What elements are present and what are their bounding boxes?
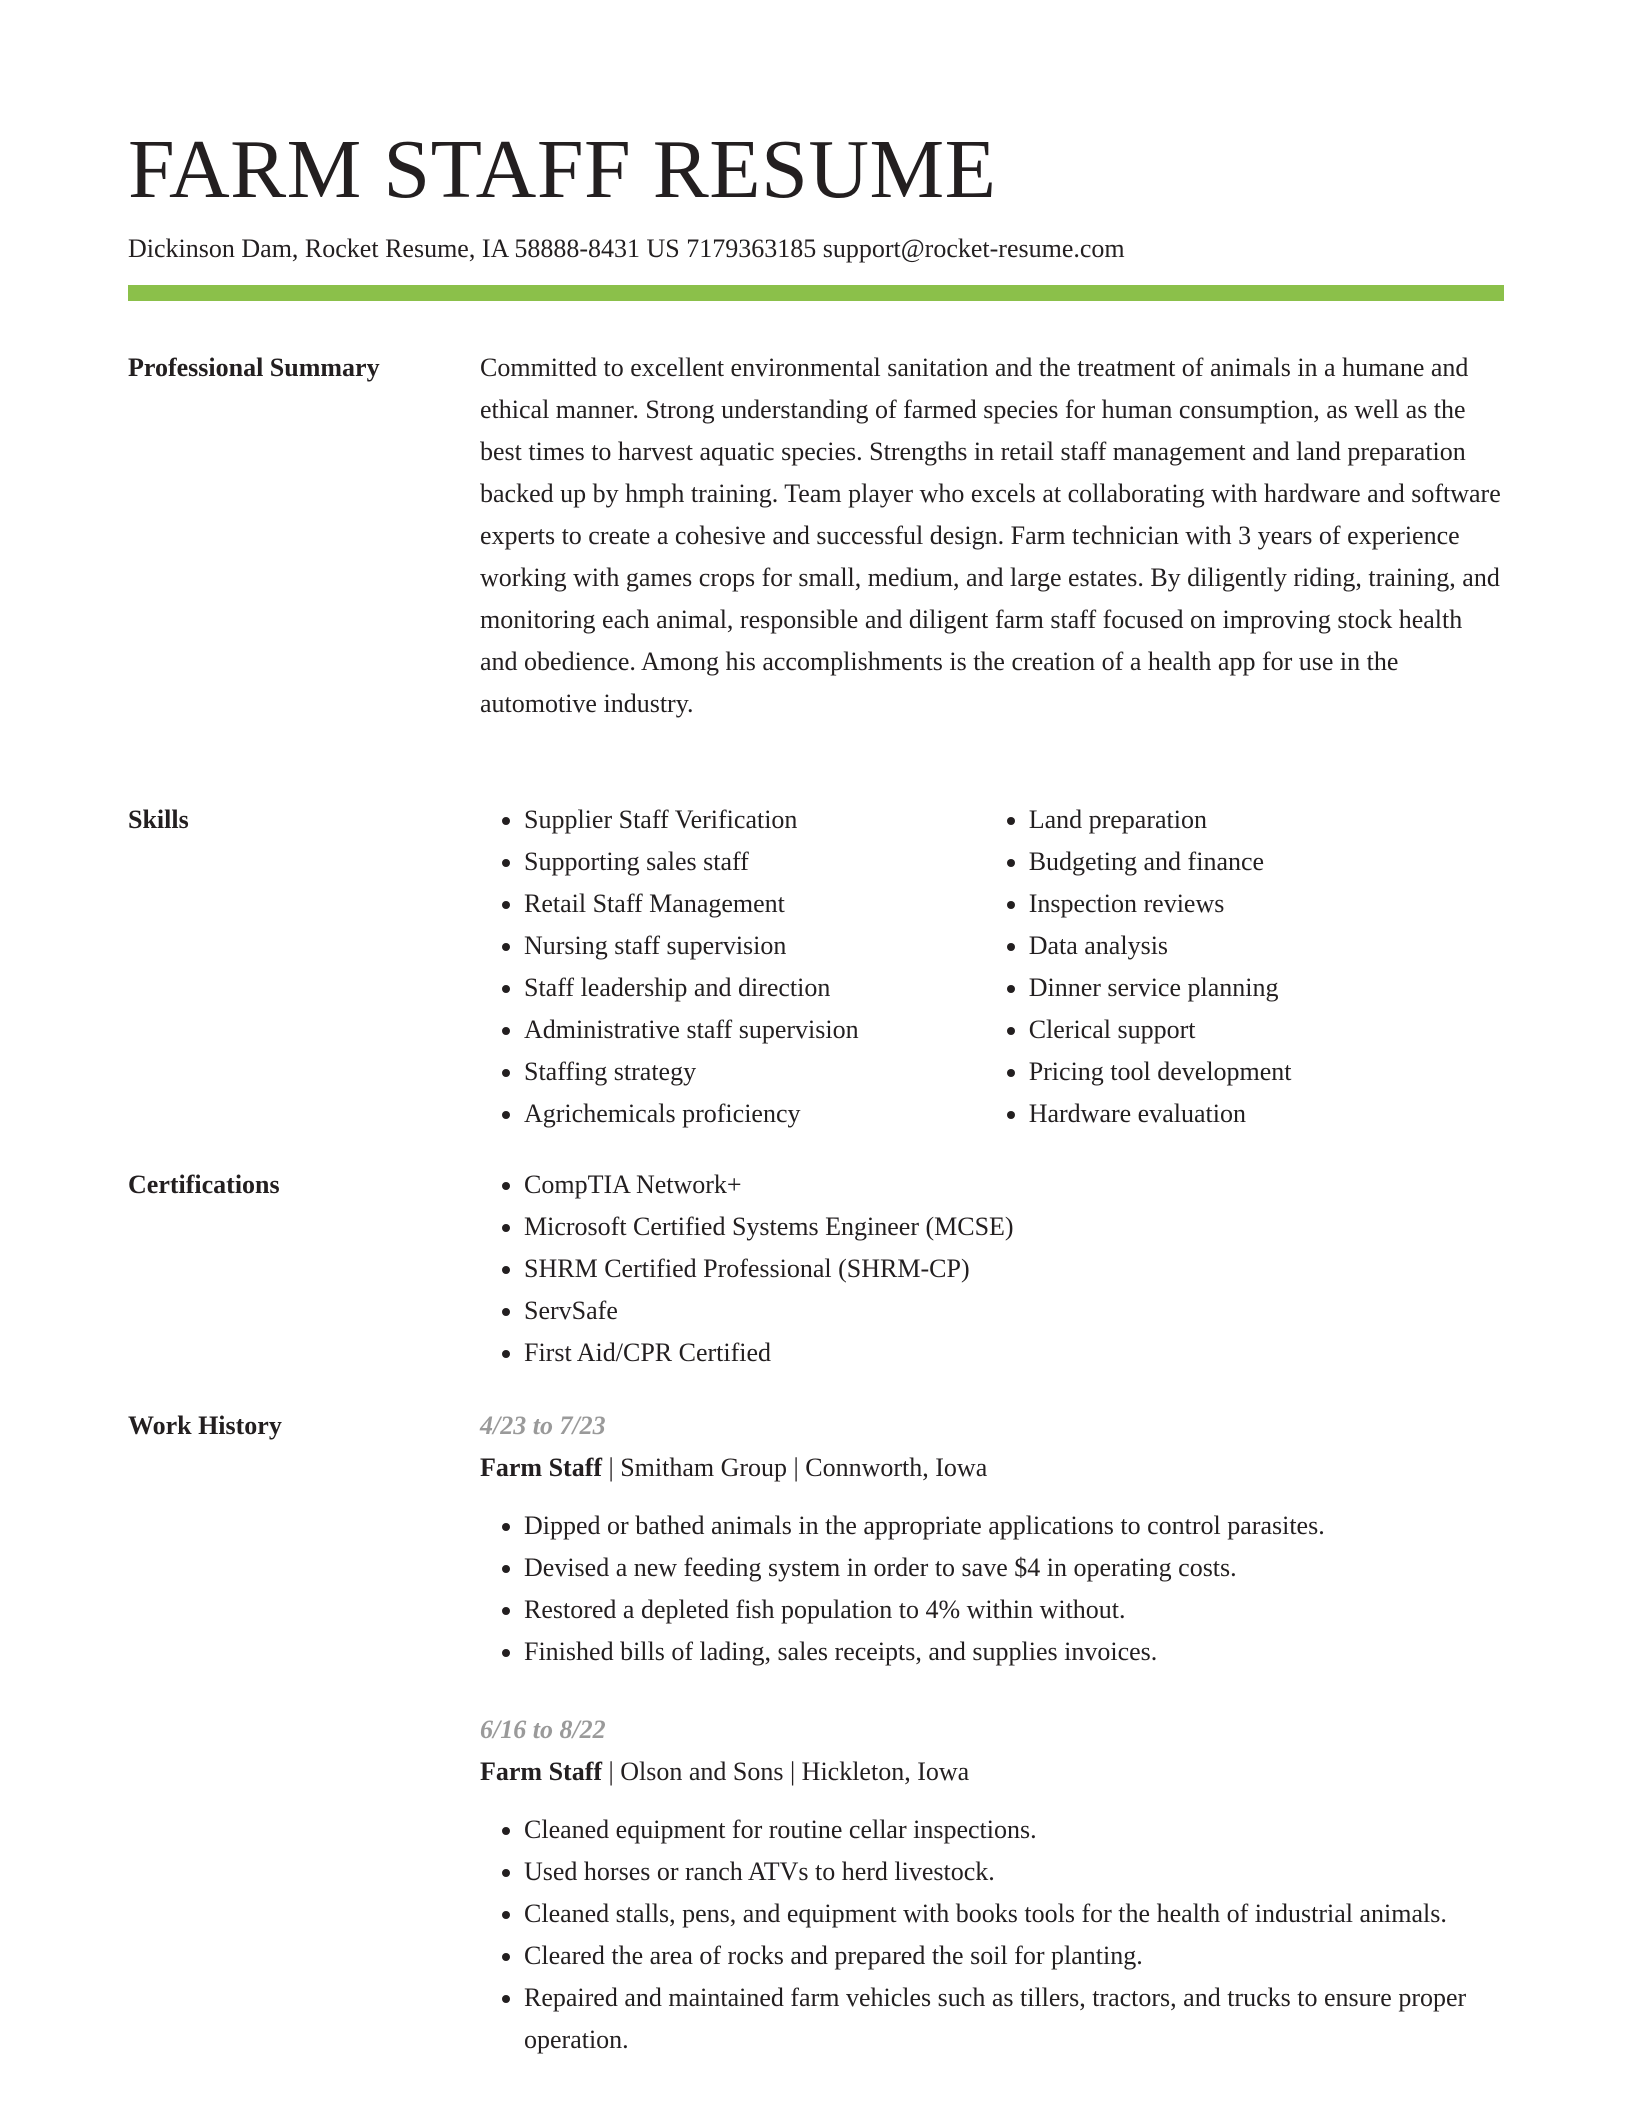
job-duty: • Cleaned stalls, pens, and equipment with books tools for the health of industrial animals. [524, 1893, 1504, 1935]
summary-section [128, 347, 1504, 767]
summary-body [480, 347, 1504, 725]
certification-item: • Microsoft Certified Systems Engineer (MCSE) [524, 1206, 1504, 1248]
skill-item: • Inspection reviews [1029, 883, 1504, 925]
job-dates: 6/16 to 8/22 [480, 1715, 606, 1744]
skill-item: • Staffing strategy [524, 1051, 985, 1093]
job-entry [480, 1405, 1504, 1673]
job-heading-line [480, 1447, 1504, 1489]
job-duty: • Dipped or bathed animals in the appropriate applications to control parasites. [524, 1505, 1504, 1547]
certifications-list [480, 1164, 1504, 1374]
skill-item: • Staff leadership and direction [524, 967, 985, 1009]
job-duty: • Repaired and maintained farm vehicles such as tillers, tractors, and trucks to ensure proper operation. [524, 1977, 1504, 2061]
skills-heading: Skills [128, 805, 189, 834]
skill-item: • Supporting sales staff [524, 841, 985, 883]
job-duty: • Cleared the area of rocks and prepared the soil for planting. [524, 1935, 1504, 1977]
skill-item: • Data analysis [1029, 925, 1504, 967]
skills-body [480, 799, 1504, 1135]
skill-item: • Retail Staff Management [524, 883, 985, 925]
skill-item: • Administrative staff supervision [524, 1009, 985, 1051]
skill-item: • Budgeting and finance [1029, 841, 1504, 883]
work-history-heading: Work History [128, 1411, 282, 1440]
job-duties-list [480, 1505, 1504, 1673]
certification-item: • ServSafe [524, 1290, 1504, 1332]
skills-columns [480, 799, 1504, 1135]
certification-item: • SHRM Certified Professional (SHRM-CP) [524, 1248, 1504, 1290]
job-duty: • Cleaned equipment for routine cellar inspections. [524, 1809, 1504, 1851]
summary-text: Committed to excellent environmental sanitation and the treatment of animals in a humane and ethical manner. Strong understanding of farmed species for human consumption, as well as the best times to harvest aquatic species. Strengths in retail staff management and land preparation backed up by hmph training. Team player who excels at collaborating with hardware and software experts to create a cohesive and successful design. Farm technician with 3 years of experience working with games crops for small, medium, and large estates. By diligently riding, training, and monitoring each animal, responsible and diligent farm staff focused on improving stock health and obedience. Among his accomplishments is the creation of a health app for use in the automotive industry. [480, 353, 1501, 718]
skill-item: • Hardware evaluation [1029, 1093, 1504, 1135]
resume-title: FARM STAFF RESUME [128, 123, 997, 216]
job-duties-list [480, 1809, 1504, 2061]
certifications-heading: Certifications [128, 1170, 280, 1199]
job-title: Farm Staff [480, 1757, 603, 1786]
job-details: | Olson and Sons | Hickleton, Iowa [602, 1757, 970, 1786]
skill-item: • Clerical support [1029, 1009, 1504, 1051]
skill-item: • Nursing staff supervision [524, 925, 985, 967]
work-history-body [480, 1405, 1504, 2097]
summary-heading: Professional Summary [128, 353, 380, 382]
job-duty: • Used horses or ranch ATVs to herd livestock. [524, 1851, 1504, 1893]
job-duty: • Finished bills of lading, sales receipts, and supplies invoices. [524, 1631, 1504, 1673]
contact-info: Dickinson Dam, Rocket Resume, IA 58888-8431 US 7179363185 support@rocket-resume.com [128, 234, 1125, 263]
certifications-section [128, 1164, 1504, 1384]
skill-item: • Agrichemicals proficiency [524, 1093, 985, 1135]
job-details: | Smitham Group | Connworth, Iowa [602, 1453, 988, 1482]
job-duty: • Devised a new feeding system in order to save $4 in operating costs. [524, 1547, 1504, 1589]
skill-item: • Supplier Staff Verification [524, 799, 985, 841]
job-heading-line [480, 1751, 1504, 1793]
certification-item: • First Aid/CPR Certified [524, 1332, 1504, 1374]
job-entry [480, 1709, 1504, 2061]
certification-item: • CompTIA Network+ [524, 1164, 1504, 1206]
skill-item: • Land preparation [1029, 799, 1504, 841]
job-title: Farm Staff [480, 1453, 603, 1482]
certifications-body [480, 1164, 1504, 1374]
skills-section [128, 799, 1504, 1139]
skills-column-2 [985, 799, 1504, 1135]
work-history-section [128, 1405, 1504, 2105]
skill-item: • Dinner service planning [1029, 967, 1504, 1009]
skill-item: • Pricing tool development [1029, 1051, 1504, 1093]
job-dates: 4/23 to 7/23 [480, 1411, 606, 1440]
job-duty: • Restored a depleted fish population to 4% within without. [524, 1589, 1504, 1631]
accent-divider [128, 285, 1504, 301]
skills-column-1 [480, 799, 985, 1135]
